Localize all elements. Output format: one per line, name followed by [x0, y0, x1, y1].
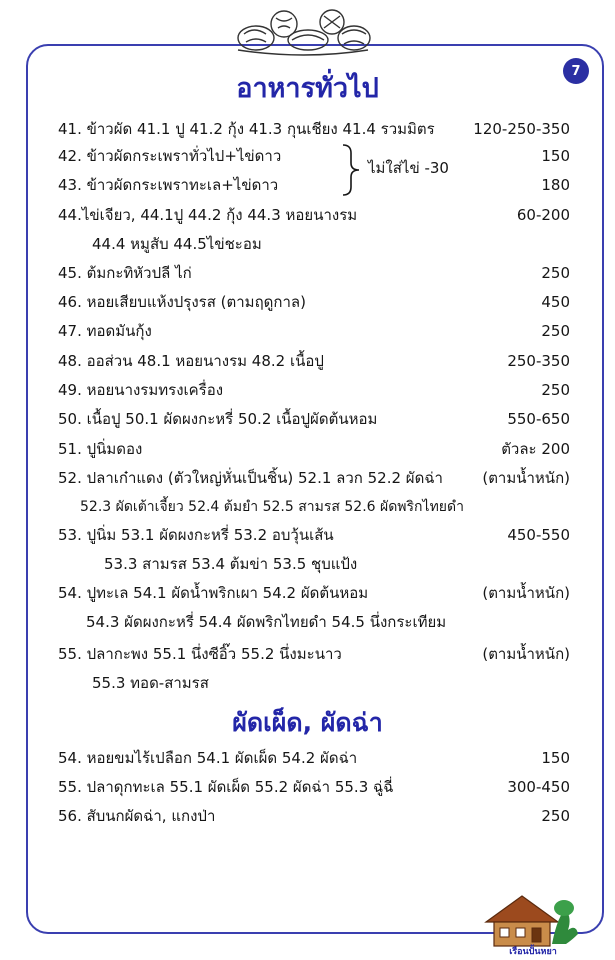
menu-item-price-row — [470, 172, 570, 198]
menu-item-text: 54. ปูทะเล 54.1 ผัดน้ำพริกเผา 54.2 ผัดต้นหอม — [58, 584, 369, 602]
menu-item-text: 53.3 สามรส 53.4 ต้มข่า 53.5 ชุบแป้ง — [104, 555, 358, 573]
menu-item-price-row — [470, 143, 570, 169]
menu-item-text: 52. ปลาเก๋าแดง (ตัวใหญ่หั่นเป็นชิ้น) 52.1 ลวก 52.2 ผัดฉ่า — [58, 469, 443, 487]
menu-item-text: 43. ข้าวผัดกระเพราทะเล+ไข่ดาว — [58, 176, 279, 194]
menu-item-price: 550-650 — [507, 410, 570, 428]
menu-item-price: 250-350 — [507, 352, 570, 370]
page-number-badge: 7 — [563, 58, 589, 84]
menu-item — [58, 465, 570, 491]
menu-item-text: 44.ไข่เจียว, 44.1ปู 44.2 กุ้ง 44.3 หอยนางรม — [58, 206, 358, 224]
no-egg-note: ไม่ใส่ไข่ -30 — [368, 159, 449, 177]
menu-item-text: 54. หอยขมไร้เปลือก 54.1 ผัดเผ็ด 54.2 ผัดฉ่า — [58, 749, 358, 767]
menu-item-text: 47. ทอดมันกุ้ง — [58, 322, 152, 340]
section-title-stir-fry: ผัดเผ็ด, ผัดฉ่า — [232, 708, 383, 737]
menu-item-text: 44.4 หมูสับ 44.5ไข่ชะอม — [92, 235, 262, 253]
menu-item — [58, 318, 570, 344]
restaurant-logo-name: เรือนปั้นหยา — [509, 947, 557, 957]
vegetables-illustration-icon — [232, 4, 374, 58]
menu-item — [58, 641, 570, 667]
menu-item-continuation — [104, 551, 570, 577]
menu-item-text: 55. ปลาดุกทะเล 55.1 ผัดเผ็ด 55.2 ผัดฉ่า 55.3 ฉู่ฉี่ — [58, 778, 394, 796]
menu-item-price: (ตามน้ำหนัก) — [482, 645, 570, 663]
menu-item — [58, 406, 570, 432]
menu-item-price: 450 — [541, 293, 570, 311]
menu-item — [58, 172, 348, 198]
menu-item-price: 250 — [541, 381, 570, 399]
menu-item-text: 52.3 ผัดเต้าเจี้ยว 52.4 ต้มยำ 52.5 สามรส 52.6 ผัดพริกไทยดำ — [80, 499, 464, 515]
menu-item — [58, 436, 570, 462]
menu-item-text: 45. ต้มกะทิหัวปลี ไก่ — [58, 264, 192, 282]
curly-brace-icon — [340, 143, 362, 197]
menu-item-price: ตัวละ 200 — [501, 440, 570, 458]
menu-item — [58, 803, 570, 829]
menu-item-text: 49. หอยนางรมทรงเครื่อง — [58, 381, 224, 399]
menu-item — [58, 580, 570, 606]
menu-item-continuation — [92, 231, 570, 257]
menu-item — [58, 377, 570, 403]
menu-item-text: 42. ข้าวผัดกระเพราทั่วไป+ไข่ดาว — [58, 147, 282, 165]
section-title-general-food: อาหารทั่วไป — [236, 73, 379, 104]
menu-item-price: (ตามน้ำหนัก) — [482, 469, 570, 487]
menu-item-price: 150 — [541, 147, 570, 165]
menu-item-price: 180 — [541, 176, 570, 194]
menu-item-continuation — [86, 609, 570, 635]
menu-item — [58, 260, 570, 286]
menu-item-text: 55. ปลากะพง 55.1 นึ่งซีอิ๊ว 55.2 นึ่งมะนาว — [58, 645, 342, 663]
menu-item-price: 250 — [541, 807, 570, 825]
menu-item-price: 300-450 — [507, 778, 570, 796]
menu-item — [58, 143, 348, 169]
menu-item — [58, 745, 570, 771]
menu-item-text: 41. ข้าวผัด 41.1 ปู 41.2 กุ้ง 41.3 กุนเชียง 41.4 รวมมิตร — [58, 120, 435, 138]
menu-item — [58, 774, 570, 800]
menu-item — [58, 202, 570, 228]
menu-item-text: 53. ปูนิ่ม 53.1 ผัดผงกะหรี่ 53.2 อบวุ้นเส้น — [58, 526, 334, 544]
menu-item-price: (ตามน้ำหนัก) — [482, 584, 570, 602]
menu-item — [58, 522, 570, 548]
menu-item-continuation — [80, 494, 570, 520]
menu-item-continuation — [92, 670, 570, 696]
menu-item-price: 60-200 — [516, 206, 570, 224]
menu-item — [58, 348, 570, 374]
menu-item-price: 120-250-350 — [473, 120, 570, 138]
menu-item-text: 51. ปูนิ่มดอง — [58, 440, 143, 458]
menu-item-text: 48. ออส่วน 48.1 หอยนางรม 48.2 เนื้อปู — [58, 352, 324, 370]
menu-item-price: 250 — [541, 322, 570, 340]
menu-item-price: 150 — [541, 749, 570, 767]
menu-item-text: 54.3 ผัดผงกะหรี่ 54.4 ผัดพริกไทยดำ 54.5 นึ่งกระเทียม — [86, 613, 447, 631]
menu-item-text: 56. สับนกผัดฉ่า, แกงป่า — [58, 807, 216, 825]
menu-item — [58, 289, 570, 315]
menu-item-price: 450-550 — [507, 526, 570, 544]
menu-item-text: 55.3 ทอด-สามรส — [92, 674, 209, 692]
menu-item-price: 250 — [541, 264, 570, 282]
menu-item-text: 46. หอยเสียบแห้งปรุงรส (ตามฤดูกาล) — [58, 293, 306, 311]
menu-item-text: 50. เนื้อปู 50.1 ผัดผงกะหรี่ 50.2 เนื้อปูผัดต้นหอม — [58, 410, 378, 428]
menu-item — [58, 116, 570, 142]
